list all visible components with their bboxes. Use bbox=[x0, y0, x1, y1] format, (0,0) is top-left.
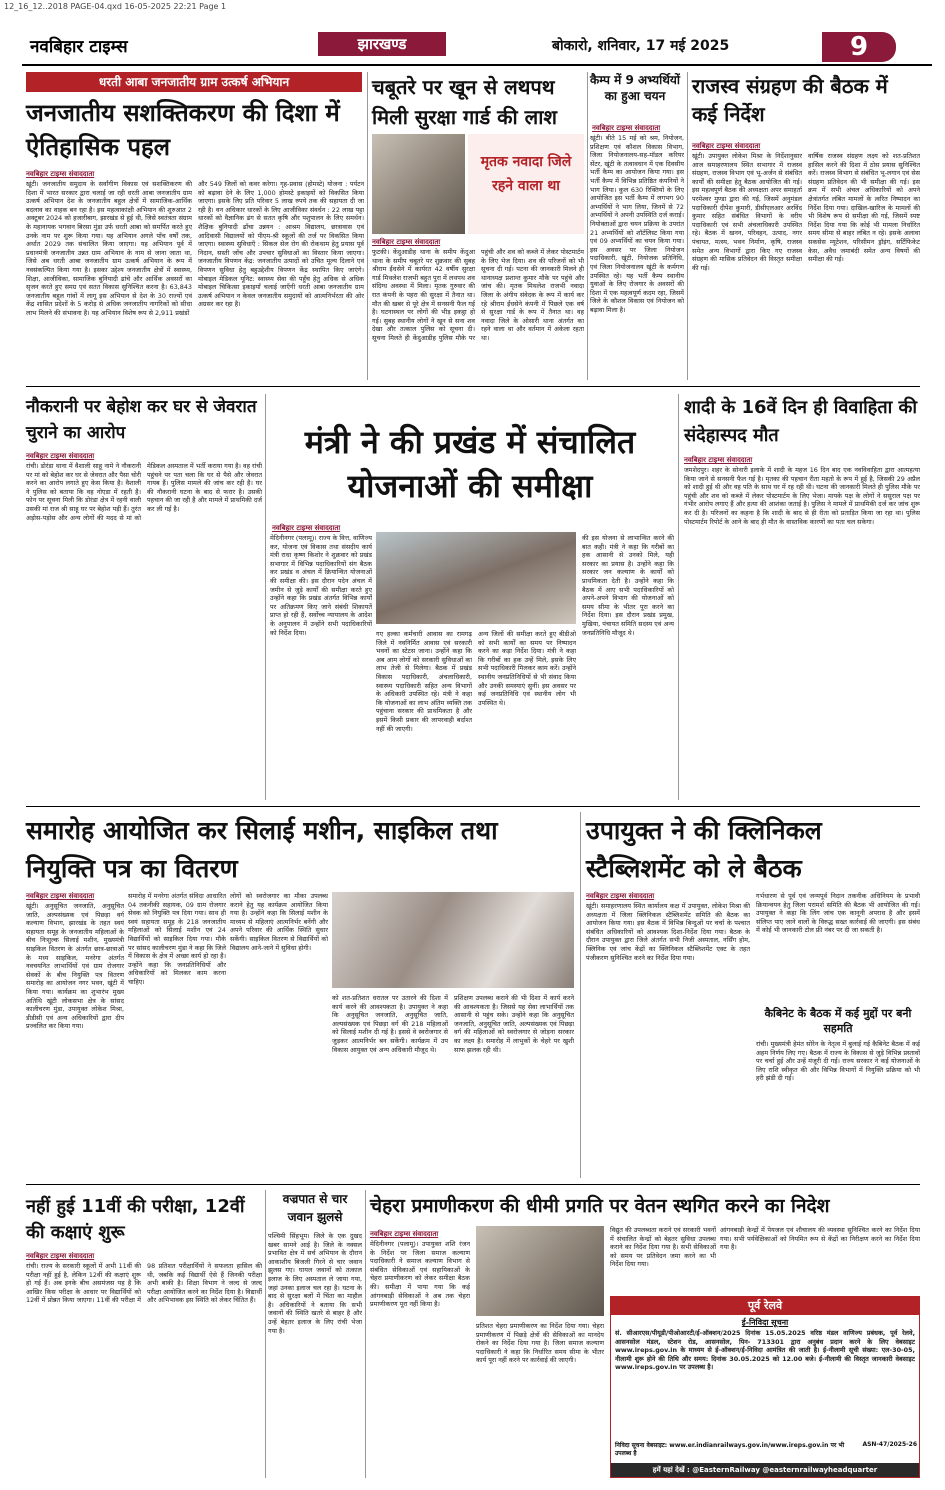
minister-body-col3: अन्य जिलों की समीक्षा करते हुए बीडीओ को सभी कार्यों का समय पर निष्पादन करने का कड़ा निर्देश दिया। मंत्री ने कहा कि गरीबों का हक उन्हें मिले, इसके लिए सभी पदाधिकारी मिलकर काम करें। उन्होंने स्थानीय जनप्रतिनिधियों से भी संवाद किया और उनकी समस्याएं सुनीं। इस अवसर पर कई जनप्रतिनिधि एवं स्थानीय लोग भी उपस्थित थे। bbox=[478, 630, 576, 707]
column-divider bbox=[580, 812, 581, 1178]
guard-subhead: मृतक नवादा जिले रहने वाला था bbox=[480, 154, 572, 194]
revenue-body-col2: वार्षिक राजस्व संग्रहण लक्ष्य को शत-प्रतिशत हासिल करने की दिशा में ठोस प्रयास सुनिश्चित करें। राजस्व विभाग से संबंधित भू-लगान एवं सेस संग्रहण प्रतिवेदन की भी समीक्षा की गई। इस क्रम में सभी अंचल अधिकारियों को अपने क्षेत्रांतर्गत लंबित मामलों के त्वरित निष्पादन का निर्देश दिया गया। दाखिल-खारिज के मामलों की भी विशेष रूप से समीक्षा की गई, जिसमें स्पष्ट निर्देश दिया गया कि कोई भी मामला निर्धारित समय सीमा से बाहर लंबित न रहे। इसके अलावा सकसेस म्यूटेशन, परिसीमन ड्रॉइंग, सर्टिफिकेट केस, अवैध जमाबंदी समेत अन्य विषयों की समीक्षा की गई। bbox=[808, 152, 920, 264]
minister-byline: नवबिहार टाइम्स संवाददाता bbox=[272, 524, 341, 532]
file-info-line: 12_16_12..2018 PAGE-04.qxd 16-05-2025 22:21 Page 1 bbox=[4, 2, 227, 11]
camp-byline: नवबिहार टाइम्स संवाददाता bbox=[592, 124, 661, 132]
salary-body-col1: मेदिनीनगर (पलामू)। उपायुक्त शशि रंजन के निर्देश पर जिला समाज कल्याण पदाधिकारी ने समाज कल्याण विभाग से संबंधित सेविकाओं एवं सहायिकाओं के चेहरा प्रमाणीकरण को लेकर समीक्षा बैठक की। समीक्षा में पाया गया कि कई आंगनबाड़ी सेविकाओं ने अब तक चेहरा प्रमाणीकरण पूरा नहीं किया है। bbox=[370, 1240, 470, 1309]
column-divider bbox=[265, 394, 266, 800]
exam-byline: नवबिहार टाइम्स संवाददाता bbox=[26, 1252, 95, 1260]
minister-headline: मंत्री ने की प्रखंड में संचालित योजनाओं की समीक्षा bbox=[304, 423, 636, 505]
tribal-kicker: धरती आबा जनजातीय ग्राम उत्कर्ष अभियान bbox=[26, 72, 362, 92]
clinic-byline: नवबिहार टाइम्स संवाददाता bbox=[586, 892, 655, 900]
ad-code: ASN-47/2025-26 bbox=[862, 1441, 917, 1448]
sewing-body-col5: प्रशिक्षण उपलब्ध कराने की भी दिशा में कार्य करने की आवश्यकता है। जिससे यह सेवा लाभार्थियों तक आसानी से पहुंच सके। उन्होंने कहा कि अनुसूचित जनजाति, अनुसूचित जाति, अल्पसंख्यक एवं पिछड़ा वर्ग की महिलाओं को स्वरोजगार से जोड़ना सरकार का लक्ष्य है। समारोह में लाभुकों के चेहरे पर खुशी साफ झलक रही थी। bbox=[454, 994, 574, 1054]
cabinet-body: रांची। मुख्यमंत्री हेमंत सोरेन के नेतृत्व में बुलाई गई कैबिनेट बैठक में कई अहम निर्णय लिए गए। बैठक में राज्य के विकास से जुड़े विभिन्न प्रस्तावों पर चर्चा हुई और उन्हें मंजूरी दी गई। राज्य सरकार ने कई योजनाओं के लिए राशि स्वीकृत की और विभिन्न विभागों में नियुक्ति प्रक्रिया को भी हरी झंडी दी गई। bbox=[756, 1040, 920, 1083]
section-divider bbox=[26, 386, 920, 387]
salary-body-col2: प्रतिशत चेहरा प्रमाणीकरण का निर्देश दिया गया। चेहरा प्रमाणीकरण में पिछड़े क्षेत्रों की सेविकाओं का मानदेय रोकने का निर्देश दिया गया है। जिला समाज कल्याण पदाधिकारी ने कहा कि निर्धारित समय सीमा के भीतर कार्य पूरा नहीं करने पर कार्रवाई की जाएगी। bbox=[476, 1322, 604, 1365]
clinic-body-col2: गर्भधारण से पूर्व एवं जन्मपूर्व निदान तकनीक अधिनियम के प्रभावी क्रियान्वयन हेतु जिला परामर्श समिति की बैठक भी आयोजित की गई। उपायुक्त ने कहा कि लिंग जांच एक कानूनी अपराध है और इसमें संलिप्त पाए जाने वालों के विरुद्ध सख्त कार्रवाई की जाएगी। इस संबंध में कोई भी जानकारी टोल फ्री नंबर पर दी जा सकती है। bbox=[756, 892, 920, 935]
salary-headline: चेहरा प्रमाणीकरण की धीमी प्रगति पर वेतन स्थगित करने का निदेश bbox=[370, 1195, 830, 1217]
page-number: 9 bbox=[822, 32, 896, 62]
state-label: झारखण्ड bbox=[318, 32, 446, 56]
sewing-ceremony-photo bbox=[332, 892, 574, 988]
clinic-headline: उपायुक्त ने की क्लिनिकल स्टैब्लिशमेंट को ले बैठक bbox=[586, 816, 822, 883]
sewing-body-col4: को शत-प्रतिशत धरातल पर उतारने की दिशा में कार्य करने की आवश्यकता है। उपायुक्त ने कहा कि अनुसूचित जनजाति, अनुसूचित जाति, अल्पसंख्यक एवं पिछड़ा वर्ग की 218 महिलाओं को सिलाई मशीन दी गई है। इससे वे स्वरोजगार से जुड़कर आत्मनिर्भर बन सकेंगी। कार्यक्रम में उप विकास आयुक्त एवं अन्य अधिकारी मौजूद थे। bbox=[332, 994, 448, 1054]
section-divider bbox=[26, 1184, 920, 1185]
marriage-headline: शादी के 16वें दिन ही विवाहिता की संदेहास्पद मौत bbox=[684, 397, 917, 446]
minister-body-col1: मेदिनीनगर (पलामू)। राज्य के वित्त, वाणिज्य कर, योजना एवं विकास तथा संसदीय कार्य मंत्री राधा कृष्ण किशोर ने शुक्रवार को प्रखंड सभागार में विभिन्न पदाधिकारियों संग बैठक कर प्रखंड व अंचल में क्रियान्वित योजनाओं की समीक्षा की। इस दौरान पदेन अंचल में जमीन से जुड़े कार्यों की समीक्षा करते हुए उन्होंने कहा कि प्रखंड अंतर्गत विभिन्न कार्यों पर अतिक्रमण किए जाने संबंधी शिकायतें प्राप्त हो रही हैं, सर्वोच्च न्यायालय के आदेश के अनुपालन में उन्होंने सभी पदाधिकारियों को निर्देश दिया। bbox=[270, 534, 372, 637]
ad-website: निविदा सूचना वेबसाइट: www.er.indianrailways.gov.in/www.ireps.gov.in पर भी उपलब्ध है bbox=[615, 1442, 845, 1457]
minister-body-col2: गए हल्का कर्मचारी आवास का रामगढ़ जिले में नवनिर्मित आवास एवं सरकारी भवनों का स्टेटस जाना। उन्होंने कहा कि अब आम लोगों को सरकारी सुविधाओं का लाभ तेजी से मिलेगा। बैठक में प्रखंड विकास पदाधिकारी, अंचलाधिकारी, स्वास्थ्य पदाधिकारी सहित अन्य विभागों के अधिकारी उपस्थित रहे। मंत्री ने कहा कि योजनाओं का लाभ अंतिम व्यक्ति तक पहुंचाना सरकार की प्राथमिकता है और इसमें किसी प्रकार की लापरवाही बर्दाश्त नहीं की जाएगी। bbox=[376, 630, 472, 733]
cabinet-subhead: कैबिनेट के बैठक में कई मुद्दों पर बनी सहमति bbox=[764, 1007, 912, 1035]
lightning-headline: वज्रपात से चार जवान झुलसे bbox=[282, 1192, 348, 1224]
servant-byline: नवबिहार टाइम्स संवाददाता bbox=[26, 452, 95, 460]
issue-date: बोकारो, शनिवार, 17 मई 2025 bbox=[552, 38, 730, 54]
masthead bbox=[22, 30, 932, 66]
guard-subhead-box bbox=[468, 134, 584, 234]
salary-byline: नवबिहार टाइम्स संवाददाता bbox=[370, 1230, 439, 1238]
marriage-byline: नवबिहार टाइम्स संवाददाता bbox=[684, 456, 753, 464]
salary-meeting-photo bbox=[476, 1226, 604, 1316]
guard-body: फुटकी। केंदुआडीह थाना के समीप केंदुआ थाना के समीप चबूतरे पर शुक्रवार की सुबह श्रीराम ईंधसेने में कार्यरत 42 वर्षीय सुरक्षा गार्ड मिथलेश राजभी बहुत पुरा में लथपथ शव संदिग्ध अवस्था में मिला। मृतक गुरुवार की रात कंपनी के पहरा की सुरक्षा में तैनात था। मौत की खबर से पूरे क्षेत्र में सनसनी फैल गई है। घटनास्थल पर लोगों की भीड़ इकट्ठा हो गई। सुबह स्थानीय लोगों ने खून से सना शव देखा और तत्काल पुलिस को सूचना दी। सूचना मिलते ही केंदुआडीह पुलिस मौके पर पहुंची और शव को कब्जे में लेकर पोस्टमार्टम के लिए भेज दिया। शव की परिजनों को भी सूचना दी गई। पटना की जानकारी मिलने ही थानाध्यक्ष प्रशान्त कुमार मौके पर पहुंचे और जांच की। मृतक मिथलेश राजभी नवादा जिला के अंगीय संवेदक के रूप में कार्य कर रहे श्रीराम ईंधसेने कंपनी में पिछले एक वर्ष से सुरक्षा गार्ड के रूप में तैनात था। वह नवादा जिले के ओसारी थाना अंतर्गत का रहने वाला था और वर्तमान में अकेला रहता था। bbox=[372, 248, 584, 342]
exam-headline: नहीं हुई 11वीं की परीक्षा, 12वीं की कक्षाएं शुरू bbox=[26, 1196, 245, 1243]
column-divider bbox=[365, 1190, 366, 1478]
sewing-byline: नवबिहार टाइम्स संवाददाता bbox=[26, 892, 95, 900]
column-divider bbox=[678, 394, 679, 800]
newspaper-name: नवबिहार टाइम्स bbox=[30, 37, 128, 57]
sewing-headline: समारोह आयोजित कर सिलाई मशीन, साइकिल तथा नियुक्ति पत्र का वितरण bbox=[26, 816, 498, 883]
revenue-body-col1: खूंटी। उपायुक्त लोकेश मिश्रा के निर्देशानुसार आज समाहरणालय स्थित सभागार में राजस्व संग्रहण, राजस्व विभाग एवं भू-अर्जन से संबंधित कार्यों की समीक्षा हेतु बैठक आयोजित की गई। इस महत्वपूर्ण बैठक की अध्यक्षता अपर समाहर्ता परमेश्वर मुण्डा द्वारा की गई, जिसमें अनुमंडल पदाधिकारी दीपेश कुमारी, डीसीएलआर अरविंद कुमार सहित संबंधित विभागों के वरीय पदाधिकारी एवं सभी अंचलाधिकारी उपस्थित रहे। बैठक में खनन, परिवहन, उत्पाद, नगर पंचायत, मत्स्य, भवन निर्माण, कृषि, राजस्व समेत अन्य विभागों द्वारा किए गए राजस्व संग्रहण की मासिक प्रतिवेदन की विस्तृत समीक्षा की गई। bbox=[692, 152, 802, 272]
sewing-body-col3: लोगों को स्वरोजगार का मौका उपलब्ध कराने हेतु यह कार्यक्रम आयोजित किया गया है। उन्होंने कहा कि सिलाई मशीन के माध्यम से महिलाएं आत्मनिर्भर बनेंगी और अपने परिवार की आर्थिक स्थिति सुधार सकेंगी। साइकिल वितरण से विद्यार्थियों को विद्यालय आने-जाने में सुविधा होगी। bbox=[230, 892, 328, 952]
ad-social-footer: हमें यहां देखें : @EasternRailway @easternrailwayheadquarter bbox=[611, 1463, 919, 1477]
minister-meeting-photo bbox=[376, 532, 576, 624]
minister-body-col4: की इस योजना से लाभान्वित करने की बात कही। मंत्री ने कहा कि गरीबों का हक आसानी से उनको मिले, यही सरकार का प्रयास है। उन्होंने कहा कि सरकार जन कल्याण के कार्यों को प्राथमिकता देती है। उन्होंने कहा कि बैठक में आए सभी पदाधिकारियों को अपने-अपने विभाग की योजनाओं को समय सीमा के भीतर पूरा करने का निर्देश दिया। इस दौरान प्रखंड प्रमुख, मुखिया, पंचायत समिति सदस्य एवं अन्य जनप्रतिनिधि मौजूद थे। bbox=[582, 534, 674, 637]
exam-body: रांची। राज्य के सरकारी स्कूलों में अभी 11वीं की परीक्षा नहीं हुई है, लेकिन 12वीं की कक्षाएं शुरू हो गई हैं। अब इनके बीच असमंजस यह है कि आखिर किस परीक्षा के आधार पर विद्यार्थियों को 12वीं में प्रोन्नत किया जाएगा। 11वीं की परीक्षा में 98 प्रतिशत परीक्षार्थियों ने सफलता हासिल की थी, जबकि कई विद्यार्थी ऐसे हैं जिनकी परीक्षा अभी बाकी है। शिक्षा विभाग ने जल्द से जल्द परीक्षा आयोजित करने का निर्देश दिया है। विद्यार्थी और अभिभावक इस स्थिति को लेकर चिंतित हैं। bbox=[26, 1262, 262, 1305]
marriage-body: जमशेदपुर। शहर के सोनारी इलाके में शादी के महज 16 दिन बाद एक नवविवाहिता द्वारा आत्महत्या किया जाने से सनसनी फैल गई है। मृतका की पहचान रीता महतो के रूप में हुई है, जिसकी 29 अप्रैल को शादी हुई थी और वह पति के साथ घर में रह रही थी। घटना की जानकारी मिलते ही पुलिस मौके पर पहुंची और शव को कब्जे में लेकर पोस्टमार्टम के लिए भेजा। मायके पक्ष के लोगों ने ससुराल पक्ष पर गंभीर आरोप लगाए हैं और हत्या की आशंका जताई है। पुलिस ने मामले में प्राथमिकी दर्ज कर जांच शुरू कर दी है। परिजनों का कहना है कि शादी के बाद से ही रीता को प्रताड़ित किया जा रहा था। पुलिस पोस्टमार्टम रिपोर्ट के आने के बाद ही मौत के वास्तविक कारणों का पता चल सकेगा। bbox=[684, 466, 920, 526]
servant-headline: नौकरानी पर बेहोश कर घर से जेवरात चुराने का आरोप bbox=[26, 397, 257, 443]
tribal-body-col2: और 549 जिलों को कवर करेगा। गृह-प्रवास (होमस्टे) योजना : पर्यटन को बढ़ावा देने के लिए 1,000 होमस्टे इकाइयों को विकसित किया जाएगा। इसके लिए प्रति परिवार 5 लाख रुपये तक की सहायता दी जा रही है। वन अधिकार धारकों के लिए आजीविका संवर्धन : 22 लाख पट्टा धारकों को वैज्ञानिक ढंग से सतत कृषि और पशुपालन के लिए समर्थन। शैक्षिक बुनियादी ढाँचा उन्नयन : आश्रम विद्यालय, छात्रावास एवं आदिवासी विद्यालयों को पीएम-श्री स्कूलों की तर्ज पर विकसित किया जाएगा। स्वास्थ्य सुविधाएँ : सिकल सेल रोग की रोकथाम हेतु प्रयास पूर्व निदान, सस्ती जाँच और उपचार सुविधाओं का विस्तार किया जाएगा। जनजातीय विपणन केंद्र: जनजातीय उत्पादों को उचित मूल्य दिलाने एवं विपणन सुविधा हेतु बहुउद्देशीय विपणन केंद्र स्थापित किए जाएंगे। मोबाइल मेडिकल यूनिट: स्वास्थ्य सेवा की पहुँच हेतु अधिक से अधिक मोबाइल चिकित्सा इकाइयाँ चलाई जाएँगी धरती आबा जनजातीय ग्राम उत्कर्ष अभियान न केवल जनजातीय समुदायों को आत्मनिर्भरता की ओर अग्रसर कर रहा है। bbox=[198, 180, 364, 309]
section-divider bbox=[26, 806, 920, 807]
revenue-headline: राजस्व संग्रहण की बैठक में कई निर्देश bbox=[692, 74, 888, 126]
guard-headline: चबूतरे पर खून से लथपथ मिली सुरक्षा गार्ड की लाश bbox=[372, 75, 557, 129]
ad-title: पूर्व रेलवे bbox=[611, 1297, 919, 1315]
guard-photo bbox=[372, 134, 465, 234]
tribal-body-col1: खूंटी। जनजातीय समुदाय के सर्वांगीण विकास एवं सशक्तिकरण की दिशा में भारत सरकार द्वारा चलाई जा रही धरती आबा जनजातीय ग्राम उत्कर्ष अभियान देश के जनजातीय बहुल क्षेत्रों में सामाजिक-आर्थिक बदलाव का वाहक बन रहा है। इस महत्वाकांक्षी अभियान की शुरुआत 2 अक्टूबर 2024 को हजारीबाग, झारखंड से हुई थी, जिसे स्वतंत्रता संग्राम के महानायक भगवान बिरसा मुंडा उर्फ धरती आबा को समर्पित करते हुए उनके नाम पर शुरू किया गया। यह अभियान अगले पाँच वर्षों तक, अर्थात 2029 तक संचालित किया जाएगा। यह अभियान पूर्व में प्रधानमंत्री जनजातीय उन्नत ग्राम अभियान के नाम से जाना जाता था, जिसे अब धरती आबा जनजातीय ग्राम उत्कर्ष अभियान के रूप में नवसंकल्पित किया गया है। इसका उद्देश्य जनजातीय क्षेत्रों में स्वास्थ्य, शिक्षा, आजीविका, सामाजिक बुनियादी ढांचे और आर्थिक अवसरों का सृजन करते हुए समग्र एवं सतत विकास सुनिश्चित करना है। 63,843 जनजातीय बहुल गांवों में लागू इस अभियान से देश के 30 राज्यों एवं केंद्र शासित प्रदेशों के 5 करोड़ से अधिक जनजातीय नागरिकों को सीधा लाभ मिलने की संभावना है। यह अभियान विशेष रूप से 2,911 प्रखंडों bbox=[26, 180, 192, 317]
ad-subtitle: ई-निविदा सूचना bbox=[741, 1318, 789, 1327]
lightning-body: पश्चिमी सिंहभूम। जिले के एक दुखद खबर सामने आई है। जिले के नक्सल प्रभावित क्षेत्र में सर्च अभियान के दौरान आकाशीय बिजली गिरने से चार जवान झुलस गए। घायल जवानों को तत्काल इलाज के लिए अस्पताल ले जाया गया, जहां उनका इलाज चल रहा है। घटना के बाद से सुरक्षा बलों में चिंता का माहौल है। अधिकारियों ने बताया कि सभी जवानों की स्थिति खतरे से बाहर है और उन्हें बेहतर इलाज के लिए रांची भेजा गया है। bbox=[268, 1232, 362, 1335]
column-divider bbox=[687, 72, 688, 380]
column-divider bbox=[587, 72, 588, 380]
railway-tender-ad bbox=[610, 1296, 920, 1478]
sewing-body-col2: समारोह में मनरेगा अंतर्गत संविदा आधारित 04 तकनीकी सहायक, 09 ग्राम रोजगार सेवक को नियुक्ति पत्र दिया गया। साथ ही स्वयं सहायता समूह के 218 जनजातीय महिलाओं को सिलाई मशीन एवं 24 विद्यार्थियों को साइकिल दिया गया। मौके पर सांसद कालीचरण मुंडा ने कहा कि जिले में विकास के क्षेत्र में अच्छा कार्य हो रहा है। उन्होंने कहा कि जनप्रतिनिधियों और अधिकारियों को मिलकर काम करना चाहिए। bbox=[128, 892, 226, 986]
revenue-byline: नवबिहार टाइम्स संवाददाता bbox=[692, 142, 761, 150]
camp-headline: कैम्प में 9 अभ्यर्थियों का हुआ चयन bbox=[590, 73, 680, 103]
sewing-body-col1: खूंटी। अनुसूचित जनजाति, अनुसूचित जाति, अल्पसंख्यक एवं पिछड़ा वर्ग कल्याण विभाग, झारखंड के तहत स्वयं सहायता समूह के जनजातीय महिलाओं के बीच निःशुल्क सिलाई मशीन, मुख्यमंत्री साइकिल वितरण के अंतर्गत छात्र-छात्राओं के मध्य साइकिल, मनरेगा अंतर्गत नवचयनित लाभार्थियों एवं ग्राम रोजगार सेवकों के बीच नियुक्ति पत्र वितरण समारोह का आयोजन नगर भवन, खूंटी में किया गया। कार्यक्रम का शुभारंभ मुख्य अतिथि खूंटी लोकसभा क्षेत्र के सांसद कालीचरण मुंडा, उपायुक्त लोकेश मिश्रा, डीडीसी एवं अन्य अधिकारियों द्वारा दीप प्रज्वलित कर किया गया। bbox=[26, 902, 124, 1031]
servant-body: रांची। डोरंडा थाना में वैशाली साहू नामे ने नौकरानी पर मां को बेहोश कर घर से जेवरात और पैसा चोरी करने का आरोप लगाते हुए केस किया है। वैशाली ने पुलिस को बताया कि वह नोएडा में रहती है। फोन पर सूचना मिली कि डोरंडा क्षेत्र में रहनी वाली उसकी मां राज श्री साहू घर पर बेहोश पड़ी हैं। तुरंत अड़ोस-पड़ोस और अन्य लोगों की मदद से मां को मेडिकल अस्पताल में भर्ती कराया गया है। वह रांची पहुंचने पर पता चला कि घर से पैसे और जेवरात गायब हैं। पुलिस मामले की जांच कर रही है। घर की नौकरानी घटना के बाद से फरार है। उसकी पहचान की जा रही है और मामले में प्राथमिकी दर्ज कर ली गई है। bbox=[26, 462, 262, 522]
column-divider bbox=[367, 72, 368, 380]
guard-byline: नवबिहार टाइम्स संवाददाता bbox=[372, 238, 441, 246]
ad-body: सं. सीआरएस/पीयूडी/पीओआरटी/ई-ऑक्शन/2025 दिनांक 15.05.2025 वरिष्ठ मंडल वाणिज्य प्रबंधक, पूर्व रेलवे, आसनसोल मंडल, स्टेशन रोड, आसनसोल, पिन- 713301 द्वारा अनुबंध प्रदान करने के लिए वेबसाइट www.ireps.gov.in के माध्यम से ई-ऑक्शन/ई-निविदा आमंत्रित की जाती है। ई-नीलामी सूची संख्या: एल-30-05, नीलामी शुरू होने की तिथि और समय: दिनांक 30.05.2025 को 12.00 बजे। ई-नीलामी की विस्तृत जानकारी वेबसाइट www.ireps.gov.in पर उपलब्ध है। bbox=[615, 1329, 915, 1372]
column-divider bbox=[265, 1190, 266, 1478]
tribal-headline: जनजातीय सशक्तिकरण की दिशा में ऐतिहासिक पहल bbox=[26, 99, 340, 161]
salary-body-col4: आंगनबाड़ी केन्द्रों में पेयजल एवं शौचालय की व्यवस्था सुनिश्चित करने का निर्देश दिया गया। सभी पर्यवेक्षिकाओं को नियमित रूप से केंद्रों का निरीक्षण करने का निर्देश दिया गया है। bbox=[720, 1226, 920, 1252]
camp-body: खूंटी। बीते 15 मई को श्रम, नियोजन, प्रशिक्षण एवं कौशल विकास विभाग, जिला नियोजनालय-सह-मॉडल करियर सेंटर, खूंटी के तत्वावधान में एक दिवसीय भर्ती कैम्प का आयोजन किया गया। इस भर्ती कैम्प में विभिन्न प्रतिष्ठित कंपनियों ने भाग लिया। कुल 630 रिक्तियों के लिए आयोजित इस भर्ती कैम्प में लगभग 90 अभ्यर्थियों ने भाग लिया, जिनमें से 72 अभ्यर्थियों ने अपनी उपस्थिति दर्ज कराई। नियोक्ताओं द्वारा चयन प्रक्रिया के उपरांत 21 अभ्यर्थियों को शॉर्टलिस्ट किया गया एवं 09 अभ्यर्थियों का चयन किया गया। इस अवसर पर जिला नियोजन पदाधिकारी, खूंटी, नियोजक प्रतिनिधि, एवं जिला नियोजनालय खूंटी के कर्मगण उपस्थित रहे। यह भर्ती कैम्प स्थानीय युवाओं के लिए रोजगार के अवसरों की दिशा में एक महत्वपूर्ण कदम रहा, जिसमें जिले के कौशल विकास एवं नियोजन को बढ़ावा मिला है। bbox=[590, 134, 684, 314]
tribal-byline: नवबिहार टाइम्स संवाददाता bbox=[26, 170, 95, 178]
salary-body-col3: विद्युत की उपलब्धता कराने एवं सरकारी भवनों में संचालित केन्द्रों को बेहतर सुविधा उपलब्ध कराने का निर्देश दिया गया है। सभी सेविकाओं को समय पर प्रतिवेदन जमा करने का भी निर्देश दिया गया। bbox=[610, 1226, 716, 1269]
clinic-body-col1: खूंटी। समाहरणालय स्थित कार्यालय कक्ष में उपायुक्त, लोकेश मिश्रा की अध्यक्षता में जिला क्लिनिकल स्टैब्लिशमेंट समिति की बैठक का आयोजन किया गया। इस बैठक में विभिन्न बिन्दुओं पर चर्चा के पश्चात संबंधित अधिकारियों को आवश्यक दिशा-निर्देश दिया गया। बैठक के दौरान उपायुक्त द्वारा जिले अंतर्गत सभी निजी अस्पताल, नर्सिंग होम, क्लिनिक एवं जांच केंद्रों का क्लिनिकल स्टैब्लिशमेंट एक्ट के तहत पंजीकरण सुनिश्चित करने का निर्देश दिया गया। bbox=[586, 902, 750, 962]
